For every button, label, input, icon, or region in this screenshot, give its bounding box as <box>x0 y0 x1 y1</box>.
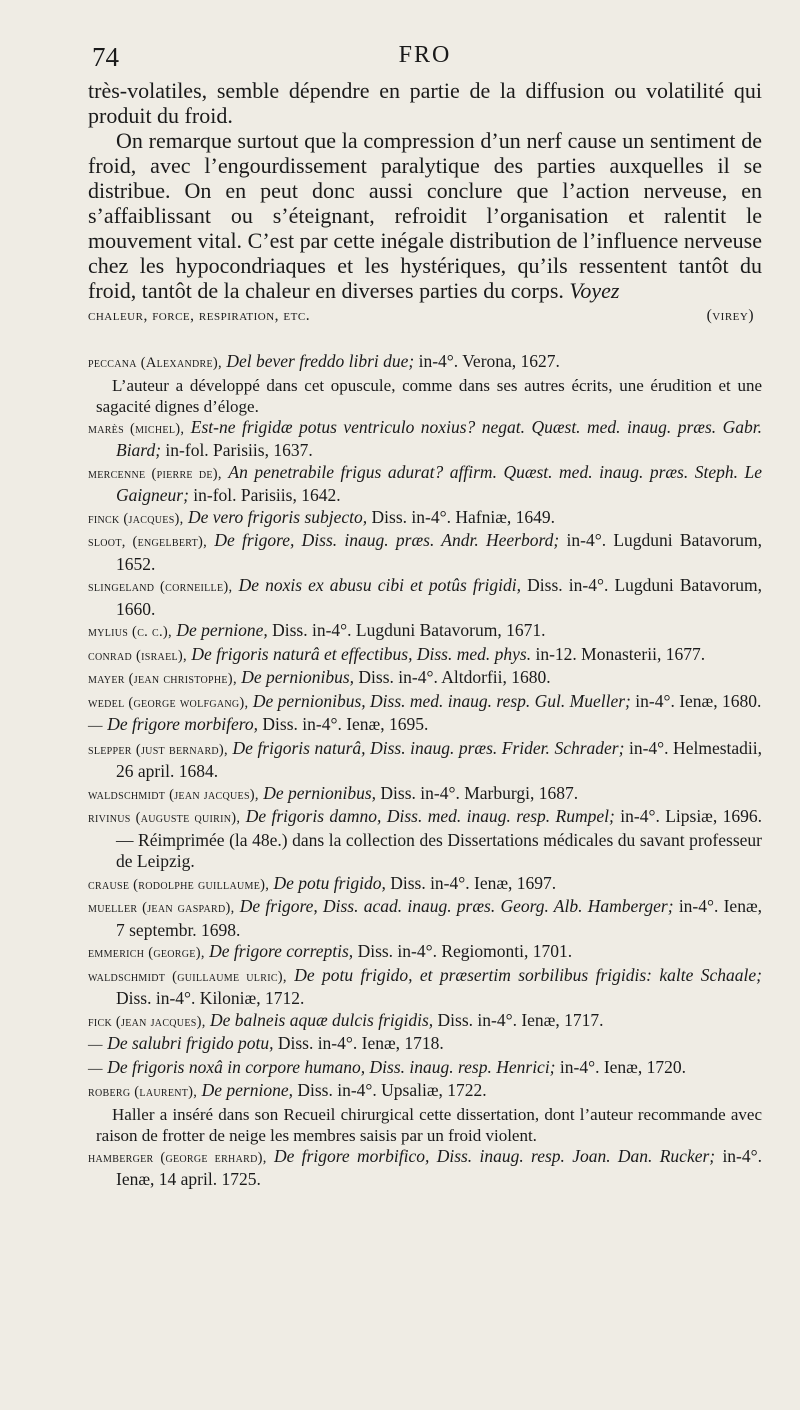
entry-imprint: in-4°. Ienæ, 14 april. 1725. <box>116 1145 763 1189</box>
entry-title: De noxis ex abusu cibi et potûs frigidi, <box>238 575 522 595</box>
entry-imprint: in-4°. Ienæ, 1720. <box>559 1056 686 1077</box>
entry-title: De frigore, Diss. inaug. præs. Andr. Heerbord; <box>214 530 560 550</box>
entry-author: rivinus (auguste quirin), <box>88 810 241 826</box>
body-paragraph-2-text: On remarque surtout que la compression d’un nerf cause un sentiment de froid, avec l’engourdissement paralytique des parties auxquelles il se distribue. On en peut donc aussi conclure que l’action nerveuse, en s’affaiblissant ou s’éteignant, refroidit l’organisation et ralentit le mouvement vital. C’est par cette inégale distribution de l’influence nerveuse chez les hypocondriaques et les hystériques, qu’ils ressentent tantôt du froid, tantôt de la chaleur en diverses parties du corps. <box>88 128 762 303</box>
entry-title: De pernionibus, <box>241 667 355 687</box>
entry-imprint: Diss. in-4°. Hafniæ, 1649. <box>371 506 555 527</box>
entry-title: De pernionibus, <box>263 782 377 803</box>
entry-author: waldschmidt (guillaume ulric), <box>88 968 287 985</box>
entry-title: De pernione, <box>176 620 268 640</box>
bibliography-entry <box>88 351 762 375</box>
bibliography-entry <box>88 530 762 575</box>
entry-author: mueller (jean gaspard), <box>88 900 235 916</box>
entry-title: De balneis aquæ dulcis frigidis, <box>210 1009 434 1030</box>
entry-imprint: in-4°. Ienæ, 7 septembr. 1698. <box>116 896 762 940</box>
entry-title: De frigore correptis, <box>209 941 354 961</box>
entry-title: De frigoris damno, Diss. med. inaug. resp. Rumpel; <box>245 806 615 826</box>
entry-imprint: in-4°. Lugduni Batavorum, 1652. <box>116 530 763 574</box>
entry-title: De frigoris noxâ in corpore humano, Diss. inaug. resp. Henrici; <box>107 1056 556 1077</box>
bibliography-entry <box>88 873 762 897</box>
bibliography-note: Haller a inséré dans son Recueil chirurgical cette dissertation, dont l’auteur recommande avec raison de frotter de neige les membres saisis par un froid violent. <box>96 1104 762 1145</box>
entry-imprint: Diss. in-4°. Lugduni Batavorum, 1660. <box>116 575 763 619</box>
entry-author: — <box>88 718 103 734</box>
bibliography-entry <box>88 620 762 644</box>
entry-author: roberg (laurent), <box>88 1084 198 1100</box>
entry-imprint: in-fol. Parisiis, 1642. <box>193 485 341 505</box>
body-paragraph-1: très-volatiles, semble dépendre en partie de la diffusion ou volatilité qui produit du froid. <box>88 78 762 128</box>
entry-author: peccana (Alexandre), <box>88 355 222 371</box>
entry-title: An penetrabile frigus adurat? affirm. Quæst. med. inaug. præs. Steph. Le Gaigneur; <box>116 461 762 505</box>
entry-imprint: Diss. in-4°. Marburgi, 1687. <box>380 782 579 803</box>
entry-imprint: Diss. in-4°. Ienæ, 1717. <box>437 1009 604 1030</box>
entry-author: finck (jacques), <box>88 510 184 527</box>
entry-author: hamberger (george erhard), <box>88 1149 267 1166</box>
bibliography-entry <box>88 691 762 715</box>
bibliography-entry <box>88 738 762 783</box>
entry-title: De frigoris naturâ et effectibus, Diss. med. phys. <box>191 643 532 664</box>
entry-imprint: in-4°. Ienæ, 1680. <box>635 690 762 711</box>
bibliography-entry <box>88 644 762 668</box>
bibliography-entry <box>88 1033 762 1057</box>
page-number: 74 <box>92 42 119 72</box>
entry-imprint: Diss. in-4°. Regiomonti, 1701. <box>357 941 573 961</box>
entry-imprint: Diss. in-4°. Ienæ, 1718. <box>277 1033 444 1053</box>
entry-author: — <box>88 1037 103 1053</box>
running-head <box>88 42 762 78</box>
entry-imprint: in-fol. Parisiis, 1637. <box>165 440 313 460</box>
entry-imprint: in-4°. Helmestadii, 26 april. 1684. <box>116 737 762 781</box>
entry-author: mercenne (pierre de), <box>88 465 222 482</box>
entry-author: marès (michel), <box>88 420 185 437</box>
bibliography-entry <box>88 575 762 620</box>
bibliography-entry <box>88 714 762 738</box>
entry-author: emmerich (george), <box>88 945 205 961</box>
entry-title: De frigoris naturâ, Diss. inaug. præs. Frider. Schrader; <box>232 737 625 758</box>
bibliography-entry <box>88 965 762 1010</box>
entry-title: De frigore, Diss. acad. inaug. præs. Georg. Alb. Hamberger; <box>239 896 674 916</box>
bibliography-entry <box>88 1146 762 1191</box>
entry-author: wedel (george wolfgang), <box>88 694 249 711</box>
bibliography-note: L’auteur a développé dans cet opuscule, comme dans ses autres écrits, une érudition et une sagacité dignes d’éloge. <box>96 375 762 416</box>
see-also-line <box>88 307 762 325</box>
bibliography-entry <box>88 507 762 531</box>
bibliography-entry <box>88 1010 762 1034</box>
entry-author: waldschmidt (jean jacques), <box>88 786 259 803</box>
entry-imprint: Diss. in-4°. Lugduni Batavorum, 1671. <box>272 620 546 640</box>
entry-author: fick (jean jacques), <box>88 1013 206 1030</box>
entry-title: Est-ne frigidæ potus ventriculo noxius? negat. Quæst. med. inaug. præs. Gabr. Biard; <box>116 416 762 460</box>
bibliography-entry <box>88 783 762 807</box>
entry-title: De potu frigido, <box>273 872 386 893</box>
entry-author: conrad (israel), <box>88 647 187 664</box>
entry-title: De potu frigido, et præsertim sorbilibus frigidis: kalte Schaale; <box>294 964 762 985</box>
article-signature: (virey) <box>706 307 754 324</box>
entry-imprint: Diss. in-4°. Ienæ, 1697. <box>390 872 557 893</box>
entry-title: De pernione, <box>201 1080 293 1100</box>
bibliography-entry <box>88 417 762 462</box>
entry-imprint: Diss. in-4°. Upsaliæ, 1722. <box>297 1080 487 1100</box>
entry-title: De frigore morbifico, Diss. inaug. resp. Joan. Dan. Rucker; <box>273 1145 716 1166</box>
body-paragraph-2 <box>88 128 762 303</box>
entry-imprint: in-4°. Verona, 1627. <box>418 351 560 371</box>
entry-author: mayer (jean christophe), <box>88 671 237 687</box>
entry-author: — <box>88 1060 103 1077</box>
entry-author: sloot, (engelbert), <box>88 534 208 550</box>
entry-imprint: in-4°. Lipsiæ, 1696. — Réimprimée (la 48e.) dans la collection des Dissertations médicales du savant professeur de Leipzig. <box>116 806 763 871</box>
entry-title: De vero frigoris subjecto, <box>187 506 368 527</box>
bibliography-entry <box>88 1057 762 1081</box>
bibliography-entry <box>88 941 762 965</box>
entry-title: De frigore morbifero, <box>107 714 259 734</box>
bibliography-entry <box>88 667 762 691</box>
entry-imprint: in-12. Monasterii, 1677. <box>535 643 706 664</box>
entry-author: crause (rodolphe guillaume), <box>88 876 270 893</box>
entry-author: mylius (c. c.), <box>88 624 172 640</box>
voyez-label: Voyez <box>569 278 620 303</box>
entry-author: slepper (just bernard), <box>88 741 228 758</box>
bibliography-entry <box>88 1080 762 1104</box>
entry-title: De salubri frigido potu, <box>107 1033 274 1053</box>
entry-author: slingeland (corneille), <box>88 579 233 595</box>
entry-imprint: Diss. in-4°. Ienæ, 1695. <box>262 714 429 734</box>
running-title: FRO <box>398 42 452 68</box>
bibliography-entry <box>88 806 762 873</box>
bibliography-entry <box>88 896 762 941</box>
bibliography <box>88 351 762 1191</box>
bibliography-entry <box>88 462 762 507</box>
see-also-refs: chaleur, force, respiration, etc. <box>88 307 311 324</box>
entry-imprint: Diss. in-4°. Kiloniæ, 1712. <box>116 988 305 1008</box>
entry-imprint: Diss. in-4°. Altdorfii, 1680. <box>358 667 551 687</box>
entry-title: De pernionibus, Diss. med. inaug. resp. Gul. Mueller; <box>252 690 631 711</box>
entry-title: Del bever freddo libri due; <box>226 351 415 371</box>
